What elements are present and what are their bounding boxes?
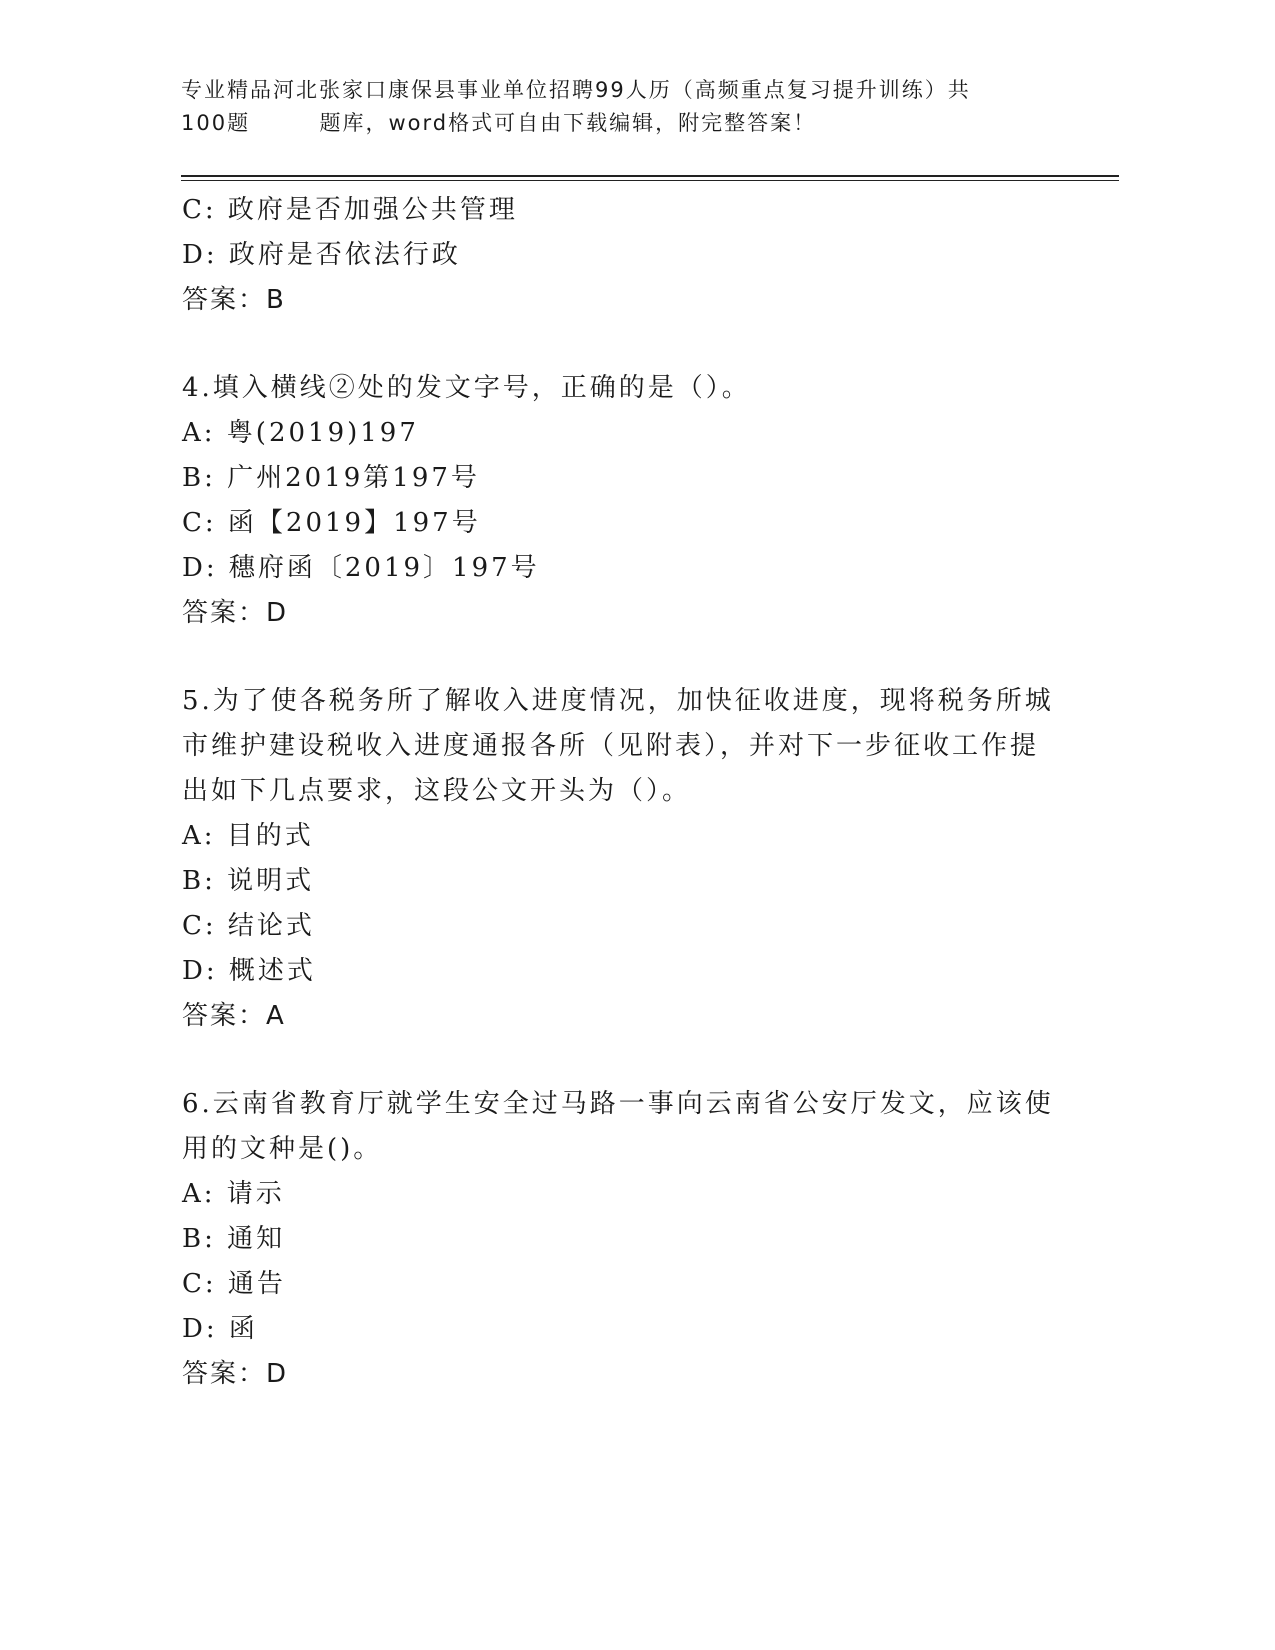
option-c: C: 通告 [182,1269,286,1299]
question-list [182,188,1062,1397]
answer-label: 答案：D [182,1359,289,1389]
option-b: B: 通知 [182,1224,286,1254]
question-text: 4.填入横线②处的发文字号，正确的是（）。 [182,373,751,403]
question-text-line-2: 用的文种是()。 [182,1134,383,1164]
option-d: D: 政府是否依法行政 [182,240,461,270]
option-d: D: 穗府函〔2019〕197号 [182,553,540,583]
option-a: A: 粤(2019)197 [182,418,419,448]
question-text-line-3: 出如下几点要求，这段公文开头为（）。 [182,776,692,806]
spacer [182,1039,1062,1082]
header-divider-thin [181,180,1119,181]
document-header [181,74,1041,140]
question-4 [182,366,1062,636]
option-d: D: 概述式 [182,956,316,986]
question-3-tail [182,188,1062,323]
spacer [182,636,1062,679]
question-text-line-1: 5.为了使各税务所了解收入进度情况，加快征收进度，现将税务所城 [182,686,1054,716]
option-c: C: 函【2019】197号 [182,508,481,538]
option-c: C: 结论式 [182,911,315,941]
answer-label: 答案：A [182,1001,286,1031]
option-b: B: 广州2019第197号 [182,463,480,493]
option-b: B: 说明式 [182,866,315,896]
answer-label: 答案：D [182,598,289,628]
spacer [182,323,1062,366]
header-divider-thick [181,175,1119,177]
question-6 [182,1082,1062,1397]
option-d: D: 函 [182,1314,258,1344]
question-text-line-2: 市维护建设税收入进度通报各所（见附表），并对下一步征收工作提 [182,731,1040,761]
header-title-line-1: 专业精品河北张家口康保县事业单位招聘99人历（高频重点复习提升训练）共 [181,78,971,102]
header-title-line-2: 100题 题库，word格式可自由下载编辑，附完整答案！ [181,111,817,135]
option-c: C: 政府是否加强公共管理 [182,195,518,225]
question-text-line-1: 6.云南省教育厅就学生安全过马路一事向云南省公安厅发文，应该使 [182,1089,1054,1119]
answer-label: 答案：B [182,285,286,315]
option-a: A: 目的式 [182,821,314,851]
option-a: A: 请示 [182,1179,285,1209]
question-5 [182,679,1062,1039]
